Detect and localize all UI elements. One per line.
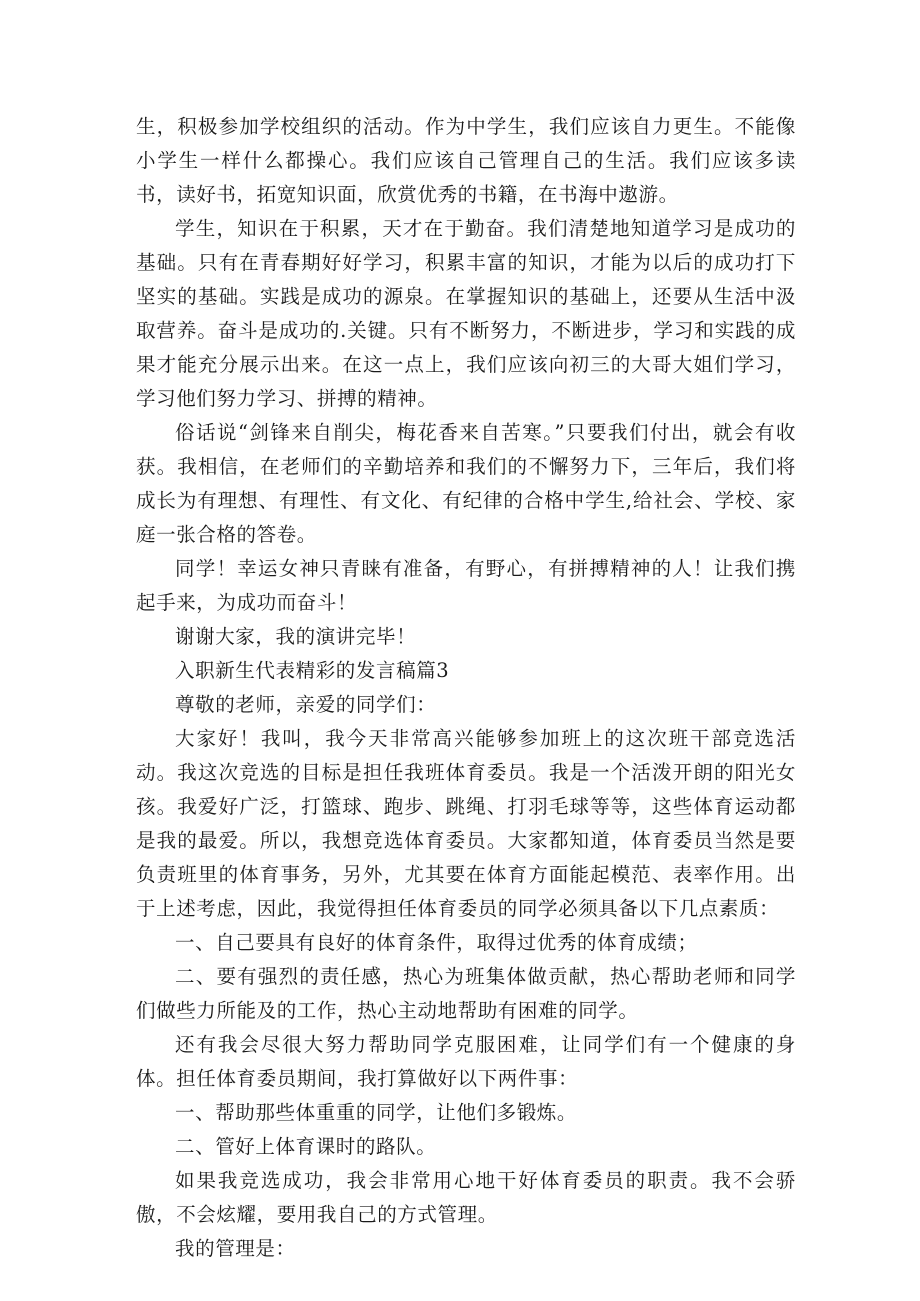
- list-item: 二、要有强烈的责任感，热心为班集体做贡献，热心帮助老师和同学们做些力所能及的工作，热心主动地帮助有困难的同学。: [136, 965, 796, 1022]
- salutation: 尊敬的老师，亲爱的同学们：: [175, 693, 437, 716]
- paragraph: 学生，知识在于积累，天才在于勤奋。我们清楚地知道学习是成功的基础。只有在青春期好好学习，积累丰富的知识，才能为以后的成功打下坚实的基础。实践是成功的源泉。在掌握知识的基础上，还要从生活中汲取营养。奋斗是成功的.关键。只有不断努力，不断进步，学习和实践的成果才能充分展示出来。在这一点上，我们应该向初三的大哥大姐们学习，学习他们努力学习、拼搏的精神。: [136, 217, 796, 410]
- paragraph: 大家好！我叫，我今天非常高兴能够参加班上的这次班干部竞选活动。我这次竞选的目标是担任我班体育委员。我是一个活泼开朗的阳光女孩。我爱好广泛，打篮球、跑步、跳绳、打羽毛球等等，这些体育运动都是我的最爱。所以，我想竞选体育委员。大家都知道，体育委员当然是要负责班里的体育事务，另外，尤其要在体育方面能起模范、表率作用。出于上述考虑，因此，我觉得担任体育委员的同学必须具备以下几点素质：: [136, 727, 796, 920]
- paragraph: 俗话说“剑锋来自削尖，梅花香来自苦寒。”只要我们付出，就会有收获。我相信，在老师们的辛勤培养和我们的不懈努力下，三年后，我们将成长为有理想、有理性、有文化、有纪律的合格中学生,给社会、学校、家庭一张合格的答卷。: [136, 421, 796, 546]
- paragraph: 同学！幸运女神只青睐有准备，有野心，有拼搏精神的人！让我们携起手来，为成功而奋斗！: [136, 557, 796, 614]
- list-item: 一、自己要具有良好的体育条件，取得过优秀的体育成绩；: [175, 931, 698, 954]
- paragraph: 我的管理是：: [175, 1237, 296, 1260]
- paragraph: 还有我会尽很大努力帮助同学克服困难，让同学们有一个健康的身体。担任体育委员期间，我打算做好以下两件事：: [136, 1033, 796, 1090]
- paragraph: 谢谢大家，我的演讲完毕！: [175, 625, 417, 648]
- document-body: [136, 110, 796, 1266]
- list-item: 一、帮助那些体重重的同学，让他们多锻炼。: [175, 1101, 578, 1124]
- paragraph: 如果我竞选成功，我会非常用心地干好体育委员的职责。我不会骄傲，不会炫耀，要用我自己的方式管理。: [136, 1169, 796, 1226]
- list-item: 二、管好上体育课时的路队。: [175, 1135, 437, 1158]
- paragraph: 生，积极参加学校组织的活动。作为中学生，我们应该自力更生。不能像小学生一样什么都操心。我们应该自己管理自己的生活。我们应该多读书，读好书，拓宽知识面，欣赏优秀的书籍，在书海中遨游。: [136, 115, 796, 206]
- section-heading: 入职新生代表精彩的发言稿篇3: [175, 659, 450, 682]
